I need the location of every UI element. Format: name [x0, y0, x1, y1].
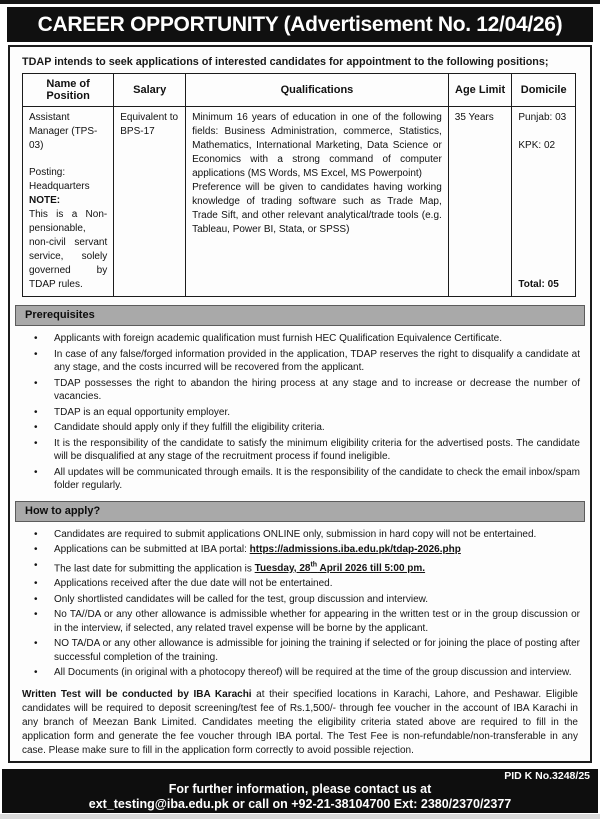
prerequisite-text: All updates will be communicated through emails. It is the responsibility of the candidate to check the email inbox/spam folder regularly. — [54, 466, 580, 491]
written-test-lead: Written Test will be conducted by IBA Karachi — [22, 688, 252, 700]
bullet-icon: • — [34, 593, 38, 605]
portal-prefix: Applications can be submitted at IBA portal: — [54, 544, 250, 555]
prerequisites-heading: Prerequisites — [15, 305, 585, 326]
content-frame — [8, 45, 592, 763]
list-item — [34, 466, 580, 493]
qualifications-paragraph-1: Minimum 16 years of education in one of the following fields: Business Administration, commerce, Statistics, Mathematics, International Marketing, Data Science or Economics with a strong command of computer applications (MS Words, MS Excel, MS Powerpoint) — [192, 112, 442, 179]
deadline-date-rest: April 2026 till 5:00 pm. — [317, 562, 426, 574]
bullet-icon: • — [34, 437, 38, 449]
col-header-domicile: Domicile — [512, 74, 576, 107]
list-item — [34, 559, 580, 576]
list-item — [34, 543, 580, 557]
qualifications-paragraph-2: Preference will be given to candidates having working knowledge of trading software such as Trade Map, Trade Sift, and other relevant analytical/trade tools (e.g. Tableau, Power BI, Stata, or SPSS) — [192, 182, 442, 235]
bullet-icon: • — [34, 559, 38, 571]
list-item — [34, 637, 580, 664]
table-row — [23, 107, 576, 297]
deadline-date-day: Tuesday, 28 — [254, 562, 311, 574]
bullet-icon: • — [34, 422, 38, 433]
list-item — [34, 593, 580, 607]
deadline-prefix: The last date for submitting the application is — [54, 562, 255, 574]
list-item — [34, 406, 580, 420]
how-to-apply-text — [54, 559, 580, 576]
footer-line-1: For further information, please contact us at — [168, 782, 432, 796]
list-item — [34, 666, 580, 680]
portal-url-link[interactable]: https://admissions.iba.edu.pk/tdap-2026.php — [249, 544, 461, 555]
list-item — [34, 377, 580, 404]
how-to-apply-text: Candidates are required to submit applications ONLINE only, submission in hard copy will not be entertained. — [54, 528, 537, 540]
prerequisite-text: It is the responsibility of the candidate to satisfy the minimum eligibility criteria for the advertised posts. The candidate will be disqualified at any stage of the recruitment process if found ineligible. — [54, 437, 580, 462]
bullet-icon: • — [34, 578, 38, 590]
cell-qualifications — [186, 107, 449, 297]
bullet-icon: • — [34, 638, 38, 650]
how-to-apply-text: NO TA/DA or any other allowance is admissible for joining the training if selected or for joining the place of posting after successful completion of the training. — [54, 638, 580, 663]
table-header-row — [23, 74, 576, 107]
deadline-date-ordinal: th — [310, 561, 318, 569]
written-test-paragraph — [22, 688, 578, 758]
prerequisites-list — [34, 332, 580, 493]
list-item — [34, 437, 580, 464]
how-to-apply-text — [54, 543, 580, 557]
col-header-age-limit: Age Limit — [448, 74, 512, 107]
position-posting: Posting: Headquarters — [29, 167, 90, 192]
how-to-apply-list — [34, 528, 580, 680]
bottom-edge-strip — [0, 814, 600, 819]
bullet-icon: • — [34, 544, 38, 555]
domicile-total: Total: 05 — [518, 279, 559, 290]
footer-line-2: ext_testing@iba.edu.pk or call on +92-21-38104700 Ext: 2380/2370/2377 — [88, 797, 512, 811]
list-item — [34, 421, 580, 435]
prerequisite-text: TDAP is an equal opportunity employer. — [54, 406, 231, 418]
intro-text: TDAP intends to seek applications of interested candidates for appointment to the following positions; — [22, 56, 549, 68]
how-to-apply-text: Applications received after the due date will not be entertained. — [54, 578, 333, 590]
position-note-text: This is a Non-pensionable, non-civil servant service, solely governed by TDAP rules. — [29, 209, 108, 290]
cell-domicile — [512, 107, 576, 297]
how-to-apply-text: Only shortlisted candidates will be called for the test, group discussion and interview. — [54, 593, 429, 605]
how-to-apply-text: No TA//DA or any other allowance is admissible whether for appearing in the written test or in the group discussion or in the interview, if selected, any related travel expense will be borne by the applicant. — [54, 609, 580, 634]
col-header-salary: Salary — [114, 74, 186, 107]
how-to-apply-text: All Documents (in original with a photocopy thereof) will be required at the time of the group discussion and interview. — [54, 667, 572, 679]
bullet-icon: • — [34, 348, 38, 360]
col-header-qualifications: Qualifications — [186, 74, 449, 107]
positions-table — [22, 73, 576, 297]
bullet-icon: • — [34, 406, 38, 418]
position-title: Assistant Manager (TPS-03) — [29, 112, 98, 151]
top-border-strip — [0, 0, 600, 4]
list-item — [34, 577, 580, 591]
page-title: CAREER OPPORTUNITY (Advertisement No. 12/04/26) — [7, 7, 593, 42]
list-item — [34, 332, 580, 346]
cell-salary: Equivalent to BPS-17 — [114, 107, 186, 297]
domicile-kpk: KPK: 02 — [518, 140, 556, 151]
prerequisite-text: TDAP possesses the right to abandon the hiring process at any stage and to increase or decrease the number of vacancies. — [54, 377, 580, 402]
spacer — [29, 153, 107, 166]
deadline-date — [255, 563, 425, 574]
prerequisite-text: Candidate should apply only if they fulfill the eligibility criteria. — [54, 422, 325, 433]
cell-age-limit: 35 Years — [448, 107, 512, 297]
footer-contact-bar — [2, 769, 598, 813]
bullet-icon: • — [34, 333, 38, 344]
list-item — [34, 608, 580, 635]
how-to-apply-heading: How to apply? — [15, 501, 585, 522]
prerequisite-text: In case of any false/forged information provided in the application, TDAP reserves the right to disqualify a candidate at any stage, and the costs incurred will be recovered from the applicant. — [54, 348, 580, 373]
list-item — [34, 348, 580, 375]
list-item — [34, 528, 580, 542]
bullet-icon: • — [34, 377, 38, 389]
position-note-label: NOTE: — [29, 195, 61, 206]
bullet-icon: • — [34, 667, 38, 679]
bullet-icon: • — [34, 466, 38, 478]
bullet-icon: • — [34, 528, 38, 540]
bullet-icon: • — [34, 609, 38, 621]
domicile-punjab: Punjab: 03 — [518, 112, 567, 123]
prerequisite-text: Applicants with foreign academic qualification must furnish HEC Qualification Equivalence Certificate. — [54, 333, 502, 344]
col-header-position: Name of Position — [23, 74, 114, 107]
written-test-rest: at their specified locations in Karachi, Lahore, and Peshawar. Eligible candidates will be required to deposit screening/test fee of Rs.1,500/- through fee voucher in the account of IBA Karachi in any branch of Meezan Bank Limited. Candidates meeting the eligibility criteria stated above are required to fill in the application form and generate the fee voucher through IBA portal. The Test Fee is non-refundable/non-transferable in any case. Please make sure to fill in the application form correctly to avoid possible rejection. — [22, 688, 578, 756]
cell-position — [23, 107, 114, 297]
pid-number: PID K No.3248/25 — [504, 770, 590, 782]
